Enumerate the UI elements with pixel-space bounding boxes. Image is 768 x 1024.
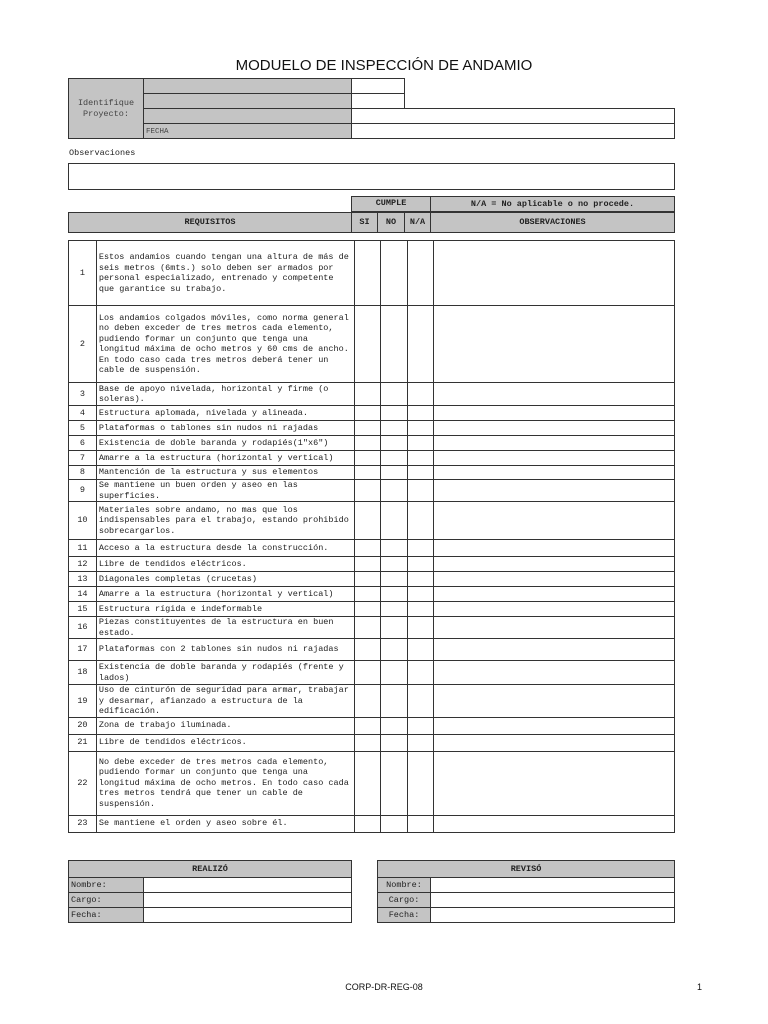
no-checkbox-cell[interactable] bbox=[381, 241, 408, 306]
no-checkbox-cell[interactable] bbox=[381, 436, 408, 451]
na-checkbox-cell[interactable] bbox=[408, 436, 434, 451]
project-value-1[interactable] bbox=[351, 78, 405, 94]
footer-code: CORP-DR-REG-08 bbox=[345, 982, 423, 992]
na-header: N/A bbox=[404, 212, 431, 233]
table-row bbox=[69, 661, 675, 685]
observation-cell[interactable] bbox=[433, 661, 674, 685]
requirement-number: 21 bbox=[69, 734, 97, 751]
table-row bbox=[69, 540, 675, 557]
requirement-text: Acceso a la estructura desde la construcción. bbox=[96, 540, 355, 557]
no-checkbox-cell[interactable] bbox=[381, 734, 408, 751]
si-checkbox-cell[interactable] bbox=[355, 406, 381, 421]
na-checkbox-cell[interactable] bbox=[408, 661, 434, 685]
requirement-text: Mantención de la estructura y sus elementos bbox=[96, 466, 355, 480]
reviso-nombre-field[interactable] bbox=[431, 878, 675, 893]
fecha-label-cell bbox=[143, 123, 352, 139]
si-checkbox-cell[interactable] bbox=[355, 661, 381, 685]
no-checkbox-cell[interactable] bbox=[381, 383, 408, 406]
no-checkbox-cell[interactable] bbox=[381, 502, 408, 540]
si-checkbox-cell[interactable] bbox=[355, 602, 381, 617]
requirement-text: Amarre a la estructura (horizontal y vertical) bbox=[96, 451, 355, 466]
reviso-fecha-field[interactable] bbox=[431, 908, 675, 923]
cumple-header: CUMPLE bbox=[351, 196, 431, 212]
observation-cell[interactable] bbox=[433, 306, 674, 383]
identify-label: Identifique Proyecto: bbox=[77, 97, 135, 119]
no-checkbox-cell[interactable] bbox=[381, 815, 408, 832]
no-checkbox-cell[interactable] bbox=[381, 466, 408, 480]
observation-cell[interactable] bbox=[433, 602, 674, 617]
observaciones-label: Observaciones bbox=[69, 148, 136, 158]
observation-cell[interactable] bbox=[433, 383, 674, 406]
table-row bbox=[69, 815, 675, 832]
observation-cell[interactable] bbox=[433, 617, 674, 639]
requirement-number: 19 bbox=[69, 685, 97, 718]
requirement-text: Piezas constituyentes de la estructura en buen estado. bbox=[96, 617, 355, 639]
fecha-value[interactable] bbox=[351, 123, 675, 139]
project-value-2[interactable] bbox=[351, 93, 405, 109]
requirement-number: 5 bbox=[69, 421, 97, 436]
table-row bbox=[69, 451, 675, 466]
requirement-text: Estos andamios cuando tengan una altura de más de seis metros (6mts.) solo deben ser armados por personal especializado, entrenado y competente que garantice su trabajo. bbox=[96, 241, 355, 306]
requirement-number: 22 bbox=[69, 751, 97, 815]
requirement-text: Se mantiene el orden y aseo sobre él. bbox=[96, 815, 355, 832]
table-row bbox=[69, 587, 675, 602]
project-field-1[interactable] bbox=[143, 78, 352, 94]
requirement-number: 13 bbox=[69, 572, 97, 587]
requirement-number: 17 bbox=[69, 639, 97, 661]
requirement-text: Uso de cinturón de seguridad para armar, trabajar y desarmar, afianzado a estructura de la edificación. bbox=[96, 685, 355, 718]
requirement-text: Se mantiene un buen orden y aseo en las superficies. bbox=[96, 480, 355, 502]
no-checkbox-cell[interactable] bbox=[381, 751, 408, 815]
no-checkbox-cell[interactable] bbox=[381, 421, 408, 436]
si-checkbox-cell[interactable] bbox=[355, 685, 381, 718]
si-checkbox-cell[interactable] bbox=[355, 502, 381, 540]
na-checkbox-cell[interactable] bbox=[408, 451, 434, 466]
na-checkbox-cell[interactable] bbox=[408, 751, 434, 815]
si-checkbox-cell[interactable] bbox=[355, 751, 381, 815]
requirement-text: Existencia de doble baranda y rodapiés (frente y lados) bbox=[96, 661, 355, 685]
realizo-cargo-label: Cargo: bbox=[69, 893, 144, 908]
na-checkbox-cell[interactable] bbox=[408, 685, 434, 718]
requirement-number: 2 bbox=[69, 306, 97, 383]
requirements-table bbox=[68, 240, 675, 833]
na-checkbox-cell[interactable] bbox=[408, 306, 434, 383]
observation-cell[interactable] bbox=[433, 451, 674, 466]
na-checkbox-cell[interactable] bbox=[408, 406, 434, 421]
na-checkbox-cell[interactable] bbox=[408, 421, 434, 436]
si-checkbox-cell[interactable] bbox=[355, 421, 381, 436]
na-checkbox-cell[interactable] bbox=[408, 466, 434, 480]
na-checkbox-cell[interactable] bbox=[408, 717, 434, 734]
requirement-text: Libre de tendidos eléctricos. bbox=[96, 557, 355, 572]
table-row bbox=[69, 717, 675, 734]
requirement-number: 20 bbox=[69, 717, 97, 734]
si-checkbox-cell[interactable] bbox=[355, 451, 381, 466]
table-row bbox=[69, 557, 675, 572]
requirement-number: 4 bbox=[69, 406, 97, 421]
table-row bbox=[69, 241, 675, 306]
table-row bbox=[69, 639, 675, 661]
page-number: 1 bbox=[697, 982, 703, 992]
observation-cell[interactable] bbox=[433, 639, 674, 661]
si-checkbox-cell[interactable] bbox=[355, 572, 381, 587]
na-checkbox-cell[interactable] bbox=[408, 639, 434, 661]
si-checkbox-cell[interactable] bbox=[355, 383, 381, 406]
na-checkbox-cell[interactable] bbox=[408, 557, 434, 572]
no-checkbox-cell[interactable] bbox=[381, 306, 408, 383]
requirement-number: 9 bbox=[69, 480, 97, 502]
na-checkbox-cell[interactable] bbox=[408, 815, 434, 832]
no-checkbox-cell[interactable] bbox=[381, 587, 408, 602]
table-row bbox=[69, 466, 675, 480]
requirement-text: Existencia de doble baranda y rodapiés(1"x6") bbox=[96, 436, 355, 451]
si-checkbox-cell[interactable] bbox=[355, 306, 381, 383]
requirement-text: Estructura rígida e indeformable bbox=[96, 602, 355, 617]
no-checkbox-cell[interactable] bbox=[381, 639, 408, 661]
na-checkbox-cell[interactable] bbox=[408, 383, 434, 406]
na-checkbox-cell[interactable] bbox=[408, 572, 434, 587]
no-checkbox-cell[interactable] bbox=[381, 602, 408, 617]
requirement-text: Base de apoyo nivelada, horizontal y firme (o soleras). bbox=[96, 383, 355, 406]
requirement-text: No debe exceder de tres metros cada elemento, pudiendo formar un conjunto que tenga una longitud máxima de ocho metros. En todo caso cada tres metros tendrá que tener un cable de suspensión. bbox=[96, 751, 355, 815]
na-checkbox-cell[interactable] bbox=[408, 617, 434, 639]
realizo-cargo-field[interactable] bbox=[144, 893, 352, 908]
requirement-number: 3 bbox=[69, 383, 97, 406]
table-row bbox=[69, 751, 675, 815]
reviso-fecha-label: Fecha: bbox=[378, 908, 431, 923]
table-row bbox=[69, 383, 675, 406]
observation-cell[interactable] bbox=[433, 557, 674, 572]
observation-cell[interactable] bbox=[433, 436, 674, 451]
no-checkbox-cell[interactable] bbox=[381, 480, 408, 502]
na-checkbox-cell[interactable] bbox=[408, 602, 434, 617]
requirement-number: 8 bbox=[69, 466, 97, 480]
requirement-number: 12 bbox=[69, 557, 97, 572]
observation-cell[interactable] bbox=[433, 421, 674, 436]
requirement-text: Plataformas con 2 tablones sin nudos ni rajadas bbox=[96, 639, 355, 661]
realizo-nombre-label: Nombre: bbox=[69, 878, 144, 893]
table-row bbox=[69, 436, 675, 451]
identify-label-cell bbox=[68, 78, 144, 139]
realizo-fecha-field[interactable] bbox=[144, 908, 352, 923]
observation-cell[interactable] bbox=[433, 734, 674, 751]
table-row bbox=[69, 480, 675, 502]
na-note: N/A = No aplicable o no procede. bbox=[430, 196, 675, 212]
requirement-text: Estructura aplomada, nivelada y alineada. bbox=[96, 406, 355, 421]
observation-cell[interactable] bbox=[433, 572, 674, 587]
si-checkbox-cell[interactable] bbox=[355, 587, 381, 602]
na-checkbox-cell[interactable] bbox=[408, 502, 434, 540]
realizo-title: REALIZÓ bbox=[69, 861, 352, 878]
requirement-number: 14 bbox=[69, 587, 97, 602]
requisitos-header: REQUISITOS bbox=[68, 212, 352, 233]
requirement-text: Zona de trabajo iluminada. bbox=[96, 717, 355, 734]
si-checkbox-cell[interactable] bbox=[355, 639, 381, 661]
observation-cell[interactable] bbox=[433, 751, 674, 815]
requirement-number: 1 bbox=[69, 241, 97, 306]
no-checkbox-cell[interactable] bbox=[381, 717, 408, 734]
observation-cell[interactable] bbox=[433, 502, 674, 540]
requirement-text: Diagonales completas (crucetas) bbox=[96, 572, 355, 587]
reviso-title: REVISÓ bbox=[378, 861, 675, 878]
table-row bbox=[69, 617, 675, 639]
no-checkbox-cell[interactable] bbox=[381, 661, 408, 685]
si-header: SI bbox=[351, 212, 378, 233]
observation-cell[interactable] bbox=[433, 241, 674, 306]
requirement-number: 15 bbox=[69, 602, 97, 617]
observation-cell[interactable] bbox=[433, 717, 674, 734]
table-row bbox=[69, 306, 675, 383]
observation-cell[interactable] bbox=[433, 587, 674, 602]
si-checkbox-cell[interactable] bbox=[355, 815, 381, 832]
reviso-nombre-label: Nombre: bbox=[378, 878, 431, 893]
si-checkbox-cell[interactable] bbox=[355, 466, 381, 480]
project-field-2[interactable] bbox=[143, 93, 352, 109]
observation-cell[interactable] bbox=[433, 406, 674, 421]
no-checkbox-cell[interactable] bbox=[381, 685, 408, 718]
observation-cell[interactable] bbox=[433, 480, 674, 502]
requirement-text: Los andamios colgados móviles, como norma general no deben exceder de tres metros cada elemento, pudiendo formar un conjunto que tenga una longitud máxima de ocho metros y 60 cms de ancho. En todo caso cada tres metros deberá tener un cable de suspensión. bbox=[96, 306, 355, 383]
na-checkbox-cell[interactable] bbox=[408, 241, 434, 306]
si-checkbox-cell[interactable] bbox=[355, 717, 381, 734]
table-row bbox=[69, 502, 675, 540]
observation-cell[interactable] bbox=[433, 466, 674, 480]
no-header: NO bbox=[377, 212, 405, 233]
realizo-block bbox=[68, 860, 352, 923]
no-checkbox-cell[interactable] bbox=[381, 451, 408, 466]
fecha-label: FECHA bbox=[146, 128, 169, 136]
page-title: MODUELO DE INSPECCIÓN DE ANDAMIO bbox=[235, 57, 533, 74]
observation-cell[interactable] bbox=[433, 685, 674, 718]
no-checkbox-cell[interactable] bbox=[381, 617, 408, 639]
reviso-cargo-field[interactable] bbox=[431, 893, 675, 908]
requirement-number: 7 bbox=[69, 451, 97, 466]
table-row bbox=[69, 421, 675, 436]
requirement-text: Libre de tendidos eléctricos. bbox=[96, 734, 355, 751]
si-checkbox-cell[interactable] bbox=[355, 734, 381, 751]
si-checkbox-cell[interactable] bbox=[355, 540, 381, 557]
reviso-block bbox=[377, 860, 675, 923]
no-checkbox-cell[interactable] bbox=[381, 540, 408, 557]
si-checkbox-cell[interactable] bbox=[355, 241, 381, 306]
project-field-3[interactable] bbox=[143, 108, 352, 124]
requirement-number: 10 bbox=[69, 502, 97, 540]
na-checkbox-cell[interactable] bbox=[408, 480, 434, 502]
observation-cell[interactable] bbox=[433, 815, 674, 832]
requirement-text: Amarre a la estructura (horizontal y vertical) bbox=[96, 587, 355, 602]
table-row bbox=[69, 406, 675, 421]
table-row bbox=[69, 685, 675, 718]
na-checkbox-cell[interactable] bbox=[408, 587, 434, 602]
requirement-text: Materiales sobre andamo, no mas que los indispensables para el trabajo, estando prohibido sobrecargarlos. bbox=[96, 502, 355, 540]
requirement-number: 16 bbox=[69, 617, 97, 639]
requirement-number: 23 bbox=[69, 815, 97, 832]
realizo-nombre-field[interactable] bbox=[144, 878, 352, 893]
requirement-text: Plataformas o tablones sin nudos ni rajadas bbox=[96, 421, 355, 436]
si-checkbox-cell[interactable] bbox=[355, 480, 381, 502]
requirement-number: 6 bbox=[69, 436, 97, 451]
reviso-cargo-label: Cargo: bbox=[378, 893, 431, 908]
table-row bbox=[69, 602, 675, 617]
requirement-number: 18 bbox=[69, 661, 97, 685]
realizo-fecha-label: Fecha: bbox=[69, 908, 144, 923]
project-value-3[interactable] bbox=[351, 108, 675, 124]
si-checkbox-cell[interactable] bbox=[355, 436, 381, 451]
si-checkbox-cell[interactable] bbox=[355, 557, 381, 572]
observaciones-box[interactable] bbox=[68, 163, 675, 190]
requirement-number: 11 bbox=[69, 540, 97, 557]
observation-cell[interactable] bbox=[433, 540, 674, 557]
no-checkbox-cell[interactable] bbox=[381, 406, 408, 421]
table-row bbox=[69, 572, 675, 587]
no-checkbox-cell[interactable] bbox=[381, 557, 408, 572]
observaciones-header: OBSERVACIONES bbox=[430, 212, 675, 233]
na-checkbox-cell[interactable] bbox=[408, 734, 434, 751]
si-checkbox-cell[interactable] bbox=[355, 617, 381, 639]
table-row bbox=[69, 734, 675, 751]
na-checkbox-cell[interactable] bbox=[408, 540, 434, 557]
no-checkbox-cell[interactable] bbox=[381, 572, 408, 587]
